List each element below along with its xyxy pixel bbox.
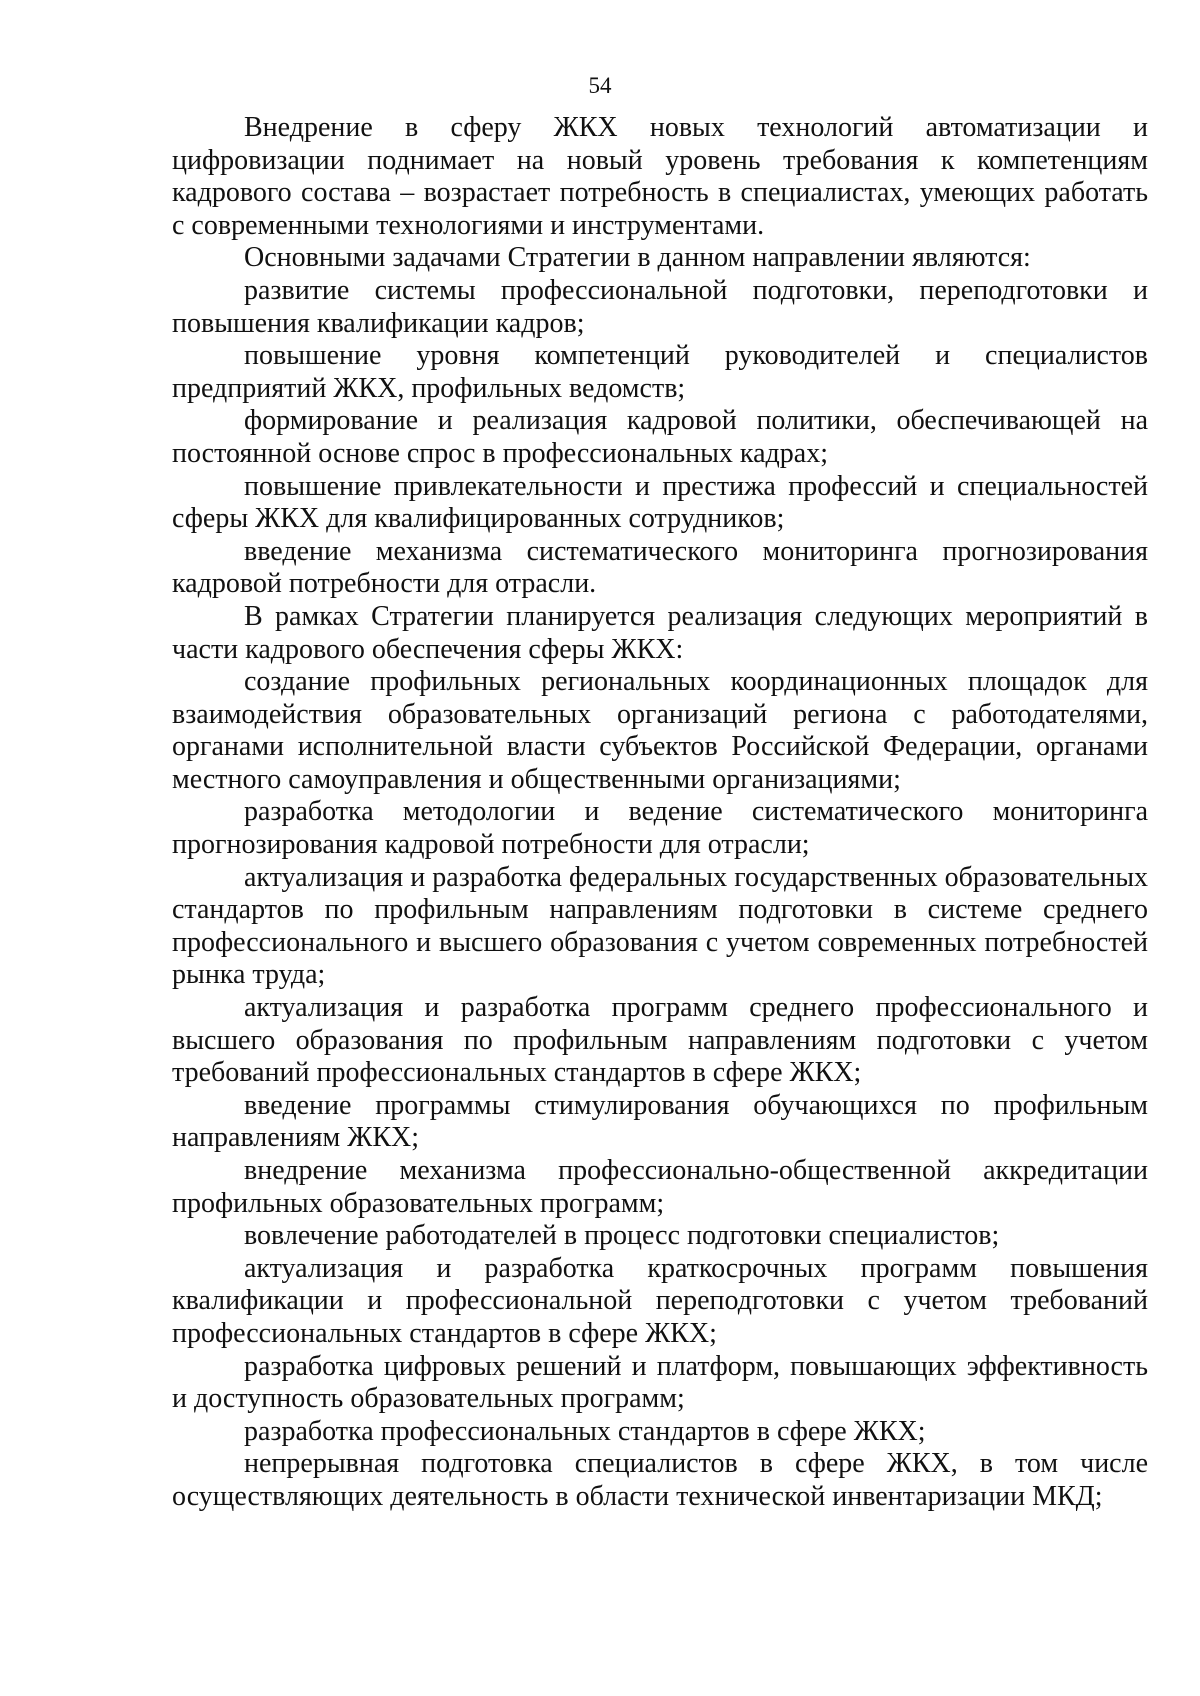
paragraph: Основными задачами Стратегии в данном направлении являются: — [244, 242, 1031, 274]
paragraph: разработка методологии и ведение систематического мониторинга прогнозирования кадровой потребности для отрасли; — [172, 796, 1148, 861]
paragraph: Внедрение в сферу ЖКХ новых технологий автоматизации и цифровизации поднимает на новый уровень требования к компетенциям кадрового состава – возрастает потребность в специалистах, умеющих работать с современными технологиями и инструментами. — [172, 112, 1148, 241]
paragraph: актуализация и разработка федеральных государственных образовательных стандартов по профильным направлениям подготовки в системе среднего профессионального и высшего образования с учетом современных потребностей рынка труда; — [172, 861, 1148, 991]
paragraph: введение механизма систематического мониторинга прогнозирования кадровой потребности для отрасли. — [172, 535, 1148, 600]
paragraph: вовлечение работодателей в процесс подготовки специалистов; — [244, 1220, 1000, 1252]
paragraph: повышение привлекательности и престижа профессий и специальностей сферы ЖКХ для квалифицированных сотрудников; — [172, 470, 1148, 535]
body-text — [172, 112, 1148, 1514]
page-number: 54 — [588, 73, 612, 98]
paragraph: разработка цифровых решений и платформ, повышающих эффективность и доступность образовательных программ; — [172, 1350, 1148, 1415]
paragraph: непрерывная подготовка специалистов в сфере ЖКХ, в том числе осуществляющих деятельность в области технической инвентаризации МКД; — [172, 1448, 1148, 1512]
paragraph: В рамках Стратегии планируется реализация следующих мероприятий в части кадрового обеспечения сферы ЖКХ: — [172, 600, 1148, 665]
paragraph: развитие системы профессиональной подготовки, переподготовки и повышения квалификации кадров; — [172, 274, 1148, 339]
paragraph: создание профильных региональных координационных площадок для взаимодействия образовательных организаций региона с работодателями, органами исполнительной власти субъектов Российской Федерации, органами местного самоуправления и общественными организациями; — [172, 666, 1148, 795]
paragraph: разработка профессиональных стандартов в сфере ЖКХ; — [244, 1415, 926, 1447]
paragraph: актуализация и разработка краткосрочных программ повышения квалификации и профессиональной переподготовки с учетом требований профессиональных стандартов в сфере ЖКХ; — [172, 1252, 1148, 1349]
paragraph: внедрение механизма профессионально-общественной аккредитации профильных образовательных программ; — [172, 1155, 1148, 1219]
paragraph: введение программы стимулирования обучающихся по профильным направлениям ЖКХ; — [172, 1089, 1148, 1154]
paragraph: формирование и реализация кадровой политики, обеспечивающей на постоянной основе спрос в профессиональных кадрах; — [172, 405, 1148, 469]
paragraph: актуализация и разработка программ среднего профессионального и высшего образования по профильным направлениям подготовки с учетом требований профессиональных стандартов в сфере ЖКХ; — [172, 992, 1148, 1089]
paragraph: повышение уровня компетенций руководителей и специалистов предприятий ЖКХ, профильных ведомств; — [172, 340, 1148, 404]
